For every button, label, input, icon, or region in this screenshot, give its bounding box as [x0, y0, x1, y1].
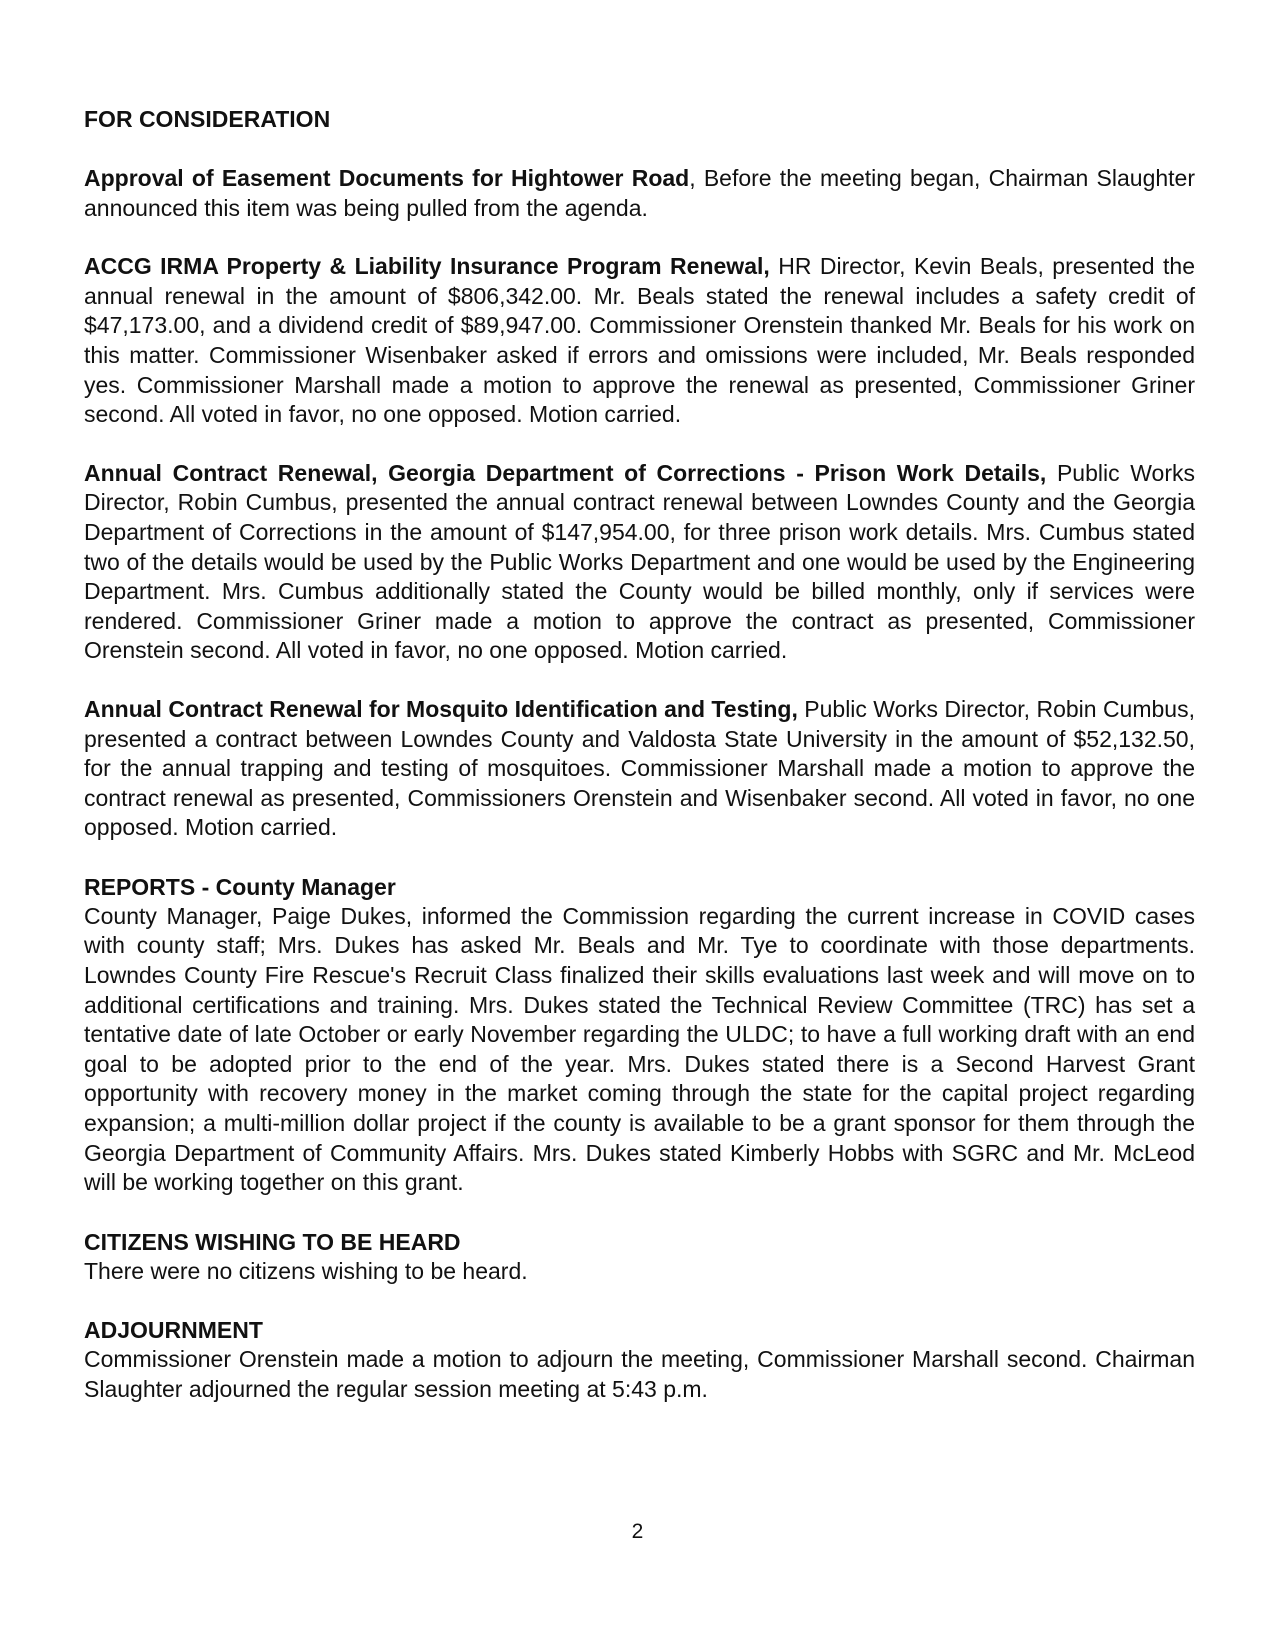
prison-body: Public Works Director, Robin Cumbus, presented the annual contract renewal between Lowndes County and the Georgia Department of Corrections in the amount of $147,954.00, for three prison work details. Mrs. Cumbus stated two of the details would be used by the Public Works Department and one would be used by the Engineering Department. Mrs. Cumbus additionally stated the County would be billed monthly, only if services were rendered. Commissioner Griner made a motion to approve the contract as presented, Commissioner Orenstein second. All voted in favor, no one opposed. Motion carried. — [84, 459, 1195, 664]
for-consideration-heading: FOR CONSIDERATION — [84, 106, 331, 132]
document-page — [84, 104, 1195, 1405]
citizens-body: There were no citizens wishing to be heard. — [84, 1257, 528, 1284]
easement-item — [84, 164, 1195, 223]
reports-heading: REPORTS - County Manager — [84, 873, 396, 900]
accg-item — [84, 252, 1195, 430]
prison-item — [84, 459, 1195, 666]
adjournment-body: Commissioner Orenstein made a motion to adjourn the meeting, Commissioner Marshall second. Chairman Slaughter adjourned the regular session meeting at 5:43 p.m. — [84, 1346, 1195, 1402]
easement-title: Approval of Easement Documents for Hightower Road — [84, 165, 690, 191]
prison-title: Annual Contract Renewal, Georgia Department of Corrections - Prison Work Details, — [84, 459, 1047, 486]
easement-body: , Before the meeting began, Chairman Slaughter announced this item was being pulled from the agenda. — [84, 165, 1195, 221]
accg-body: HR Director, Kevin Beals, presented the annual renewal in the amount of $806,342.00. Mr. Beals stated the renewal includes a safety credit of $47,173.00, and a dividend credit of $89,947.00. Commissioner Orenstein thanked Mr. Beals for his work on this matter. Commissioner Wisenbaker asked if errors and omissions were included, Mr. Beals responded yes. Commissioner Marshall made a motion to approve the renewal as presented, Commissioner Griner second. All voted in favor, no one opposed. Motion carried. — [84, 253, 1195, 428]
page-number: 2 — [631, 1520, 644, 1543]
mosquito-item — [84, 695, 1195, 843]
accg-title: ACCG IRMA Property & Liability Insurance Program Renewal, — [84, 253, 770, 280]
reports-body: County Manager, Paige Dukes, informed the Commission regarding the current increase in COVID cases with county staff; Mrs. Dukes has asked Mr. Beals and Mr. Tye to coordinate with those departments. Lowndes County Fire Rescue's Recruit Class finalized their skills evaluations last week and will move on to additional certifications and training. Mrs. Dukes stated the Technical Review Committee (TRC) has set a tentative date of late October or early November regarding the ULDC; to have a full working draft with an end goal to be adopted prior to the end of the year. Mrs. Dukes stated there is a Second Harvest Grant opportunity with recovery money in the market coming through the state for the capital project regarding expansion; a multi-million dollar project if the county is available to be a grant sponsor for them through the Georgia Department of Community Affairs. Mrs. Dukes stated Kimberly Hobbs with SGRC and Mr. McLeod will be working together on this grant. — [84, 902, 1195, 1196]
citizens-heading: CITIZENS WISHING TO BE HEARD — [84, 1228, 461, 1255]
mosquito-body: Public Works Director, Robin Cumbus, presented a contract between Lowndes County and Valdosta State University in the amount of $52,132.50, for the annual trapping and testing of mosquitoes. Commissioner Marshall made a motion to approve the contract renewal as presented, Commissioners Orenstein and Wisenbaker second. All voted in favor, no one opposed. Motion carried. — [84, 695, 1195, 841]
adjournment-heading: ADJOURNMENT — [84, 1317, 263, 1344]
mosquito-title: Annual Contract Renewal for Mosquito Identification and Testing, — [84, 695, 798, 722]
